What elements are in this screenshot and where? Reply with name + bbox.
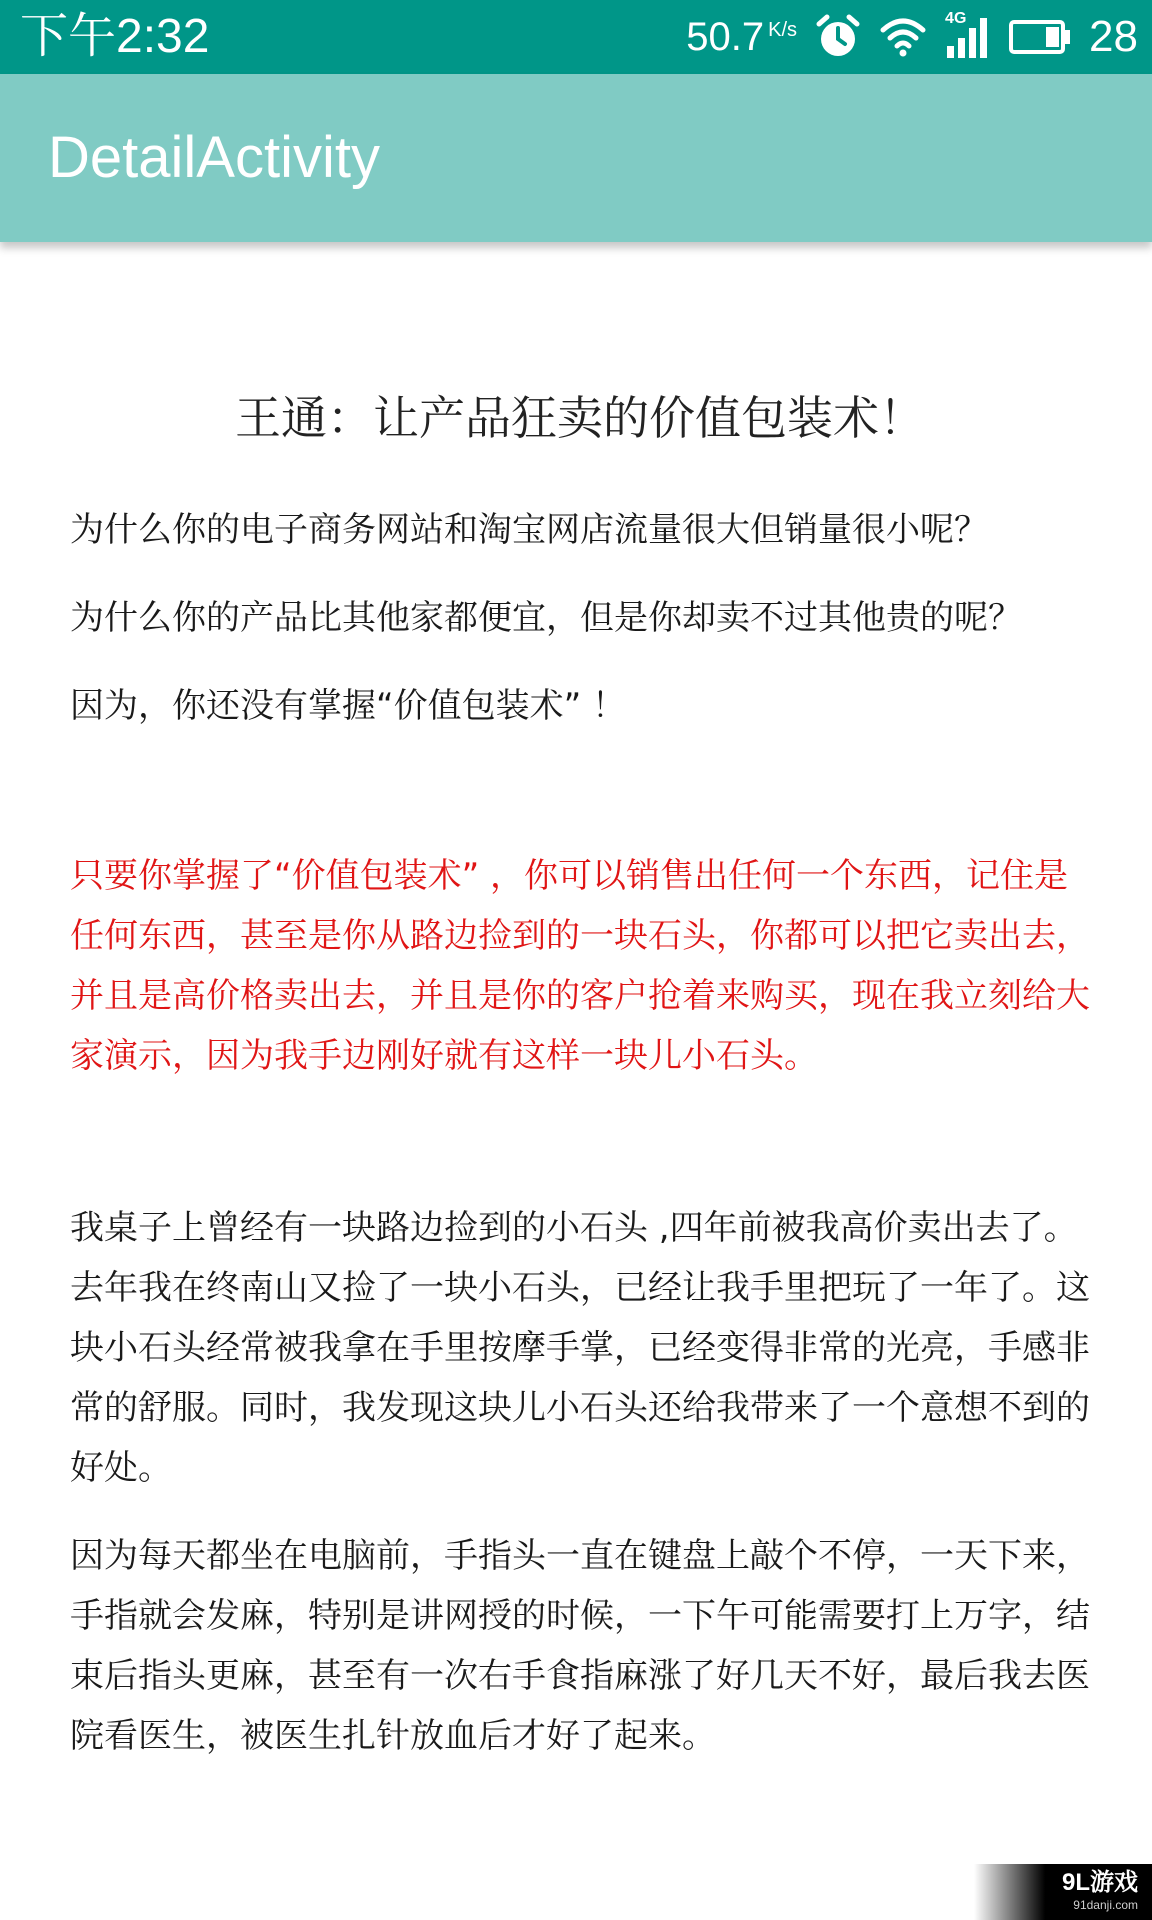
- status-time: 下午2:32: [20, 10, 210, 63]
- watermark-brand: 9L游戏: [1061, 1869, 1138, 1896]
- wifi-icon: [879, 16, 927, 58]
- network-speed-value: 50.7: [686, 14, 765, 59]
- page-title: DetailActivity: [48, 125, 380, 190]
- question-3: 因为，你还没有掌握“价值包装术” ！: [70, 686, 627, 726]
- battery-icon: [1009, 19, 1071, 55]
- watermark-logo: [974, 1864, 1152, 1920]
- signal-icon: [945, 10, 991, 58]
- network-type: 4G: [945, 10, 967, 27]
- highlight-paragraph: 只要你掌握了“价值包装术” ，你可以销售出任何一个东西，记住是任何东西，甚至是你从路边捡到的一块石头，你都可以把它卖出去，并且是高价格卖出去，并且是你的客户抢着来购买，现在我立刻给大家演示，因为我手边刚好就有这样一块儿小石头。: [70, 856, 1090, 1076]
- article-title: 王通：让产品狂卖的价值包装术！: [235, 391, 925, 445]
- app-bar: [0, 74, 1152, 242]
- status-bar: [0, 0, 1152, 74]
- question-1: 为什么你的电子商务网站和淘宝网店流量很大但销量很小呢？: [70, 510, 988, 550]
- battery-level: 28: [1089, 12, 1138, 61]
- network-speed: [686, 15, 797, 60]
- question-2: 为什么你的产品比其他家都便宜，但是你却卖不过其他贵的呢？: [70, 598, 1022, 638]
- paragraph-typing: 因为每天都坐在电脑前，手指头一直在键盘上敲个不停，一天下来，手指就会发麻，特别是讲网授的时候，一下午可能需要打上万字，结束后指头更麻，甚至有一次右手食指麻涨了好几天不好，最后我去医院看医生，被医生扎针放血后才好了起来。: [70, 1536, 1090, 1756]
- alarm-icon: [815, 14, 861, 60]
- paragraph-stone: 我桌子上曾经有一块路边捡到的小石头 ,四年前被我高价卖出去了。去年我在终南山又捡了一块小石头，已经让我手里把玩了一年了。这块小石头经常被我拿在手里按摩手掌，已经变得非常的光亮，手感非常的舒服。同时，我发现这块儿小石头还给我带来了一个意想不到的好处。: [70, 1208, 1090, 1488]
- network-speed-unit: K/s: [768, 18, 798, 41]
- watermark-url: 91danji.com: [1073, 1898, 1138, 1912]
- status-icons: [686, 0, 1138, 74]
